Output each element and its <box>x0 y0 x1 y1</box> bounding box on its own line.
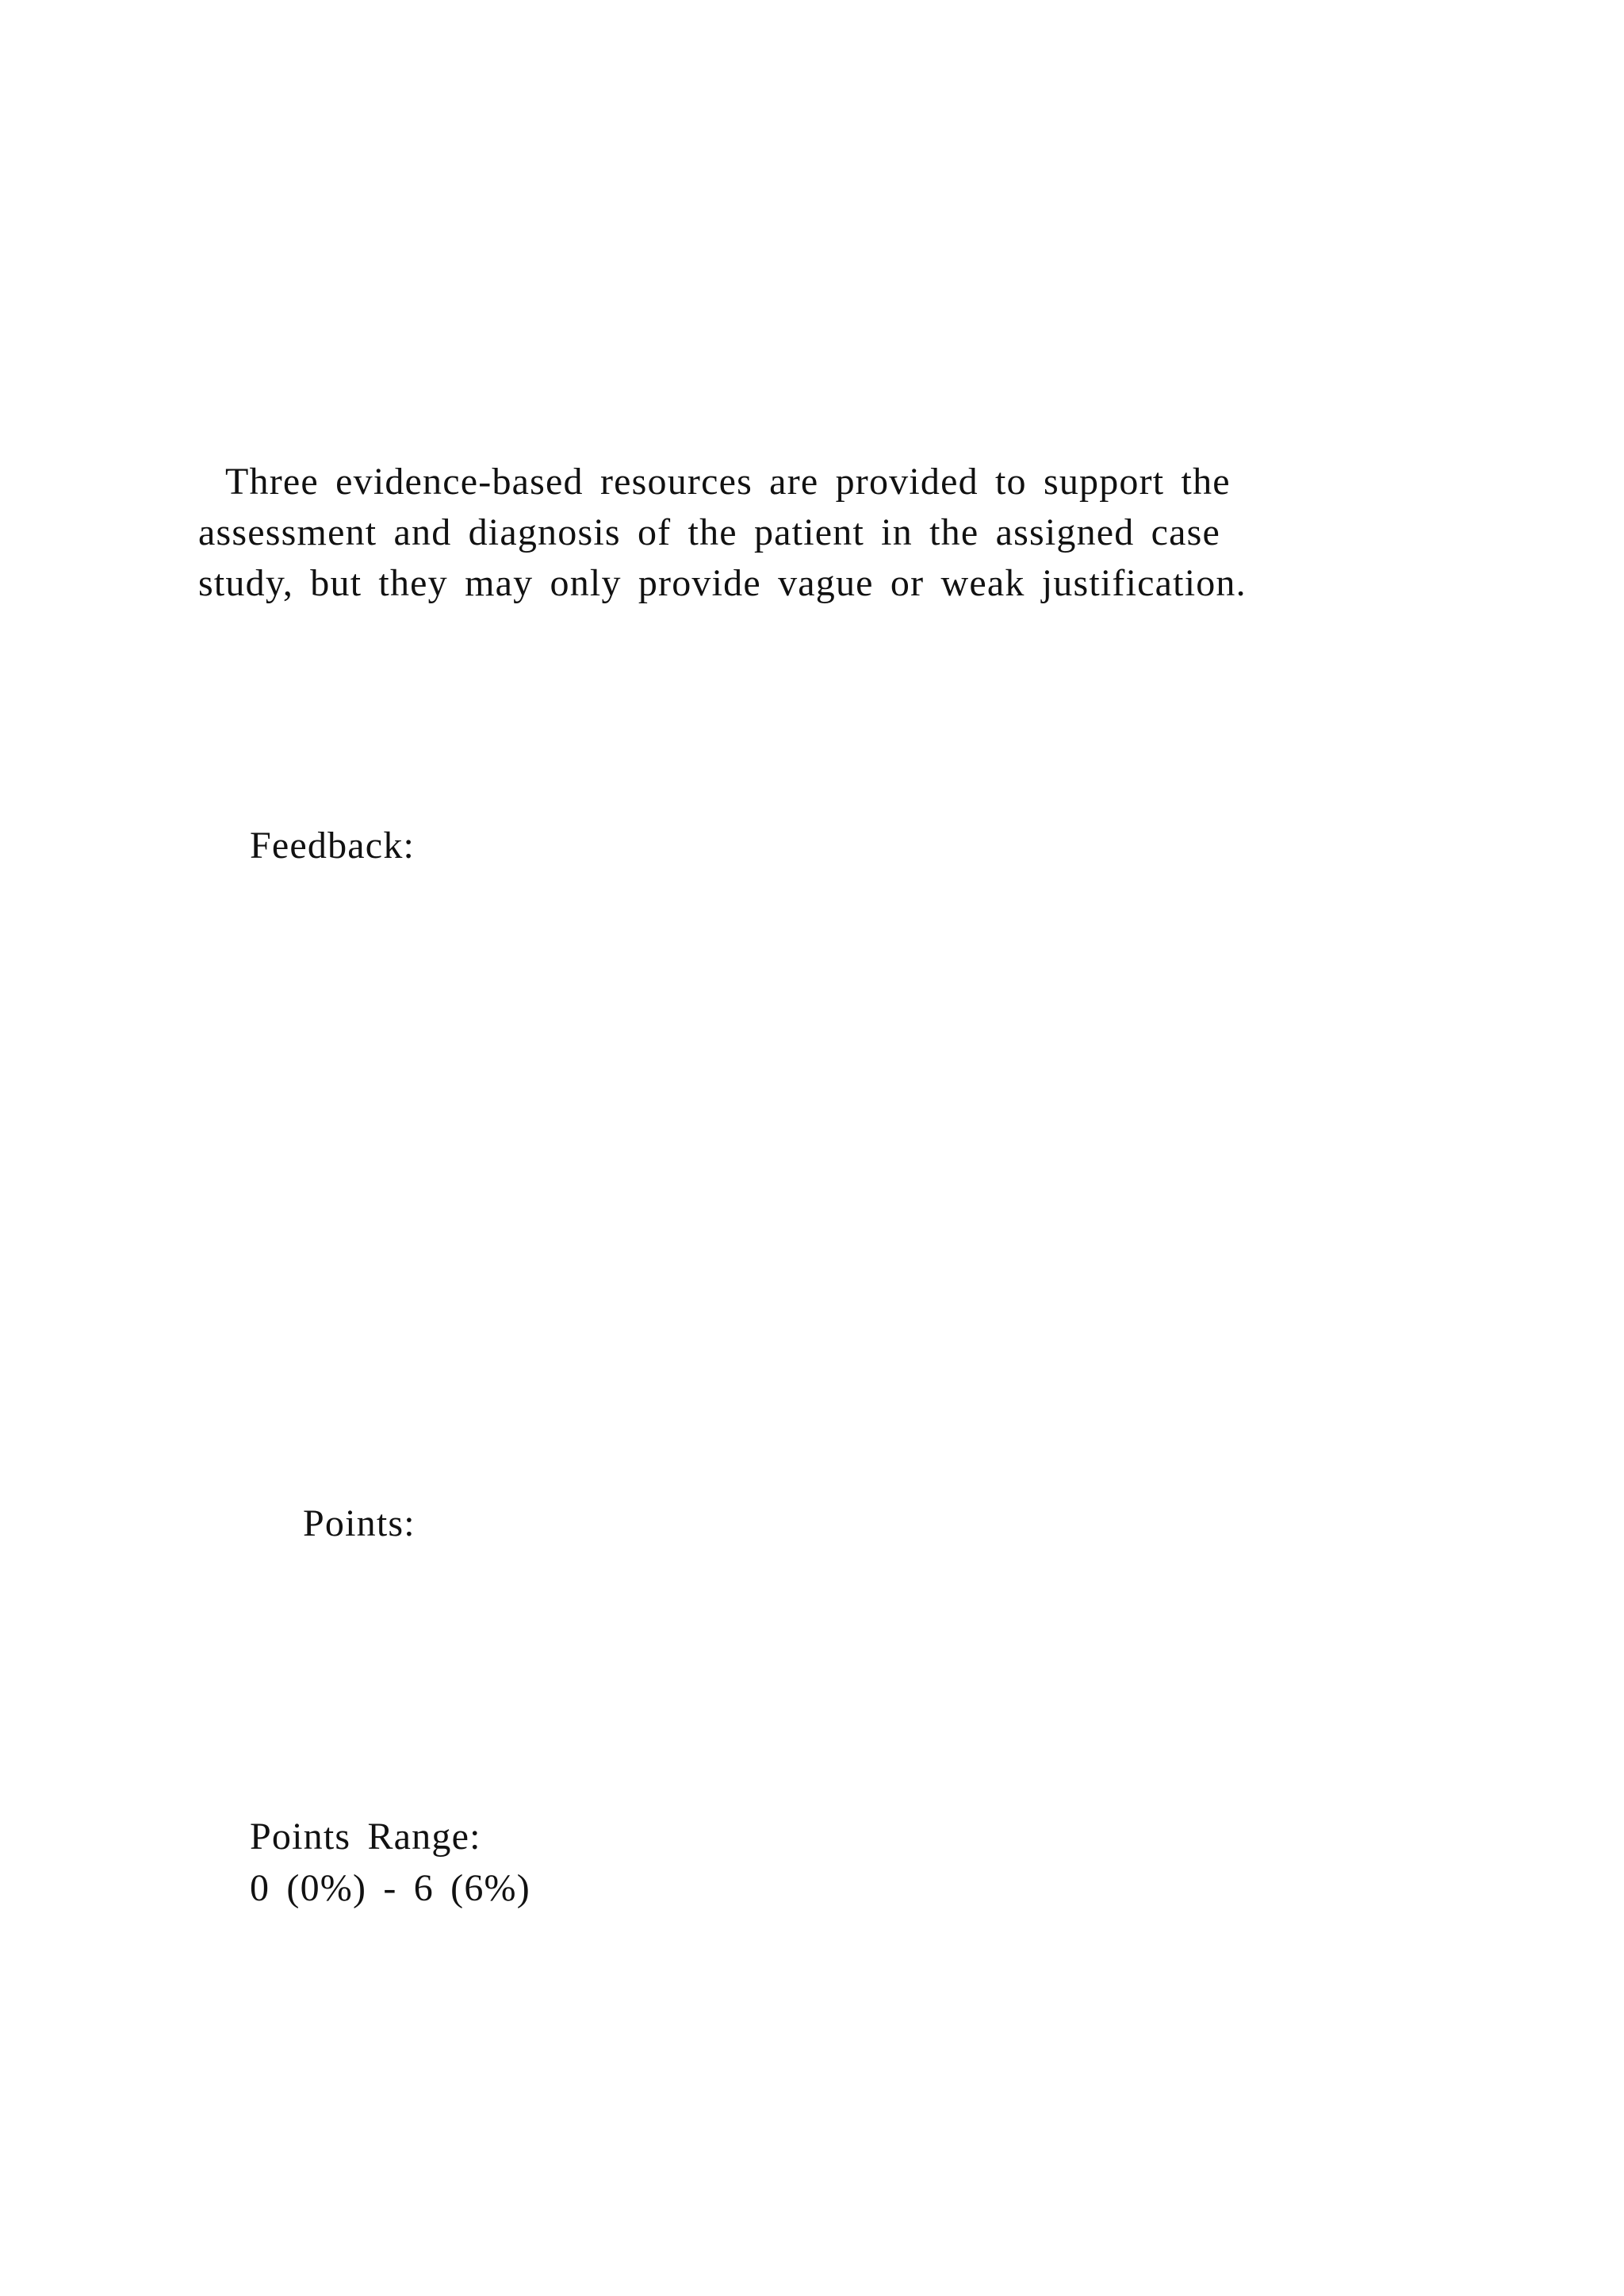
feedback-label: Feedback: <box>250 825 416 867</box>
points-range-value: 0 (0%) - 6 (6%) <box>250 1867 530 1909</box>
points-range-label: Points Range: <box>250 1816 481 1858</box>
criterion-description-line-2: assessment and diagnosis of the patient in the assigned case <box>198 511 1221 553</box>
criterion-description-line-3: study, but they may only provide vague or weak justification. <box>198 562 1247 604</box>
criterion-description-line-1: Three evidence-based resources are provided to support the <box>225 461 1231 503</box>
points-label: Points: <box>303 1502 416 1544</box>
